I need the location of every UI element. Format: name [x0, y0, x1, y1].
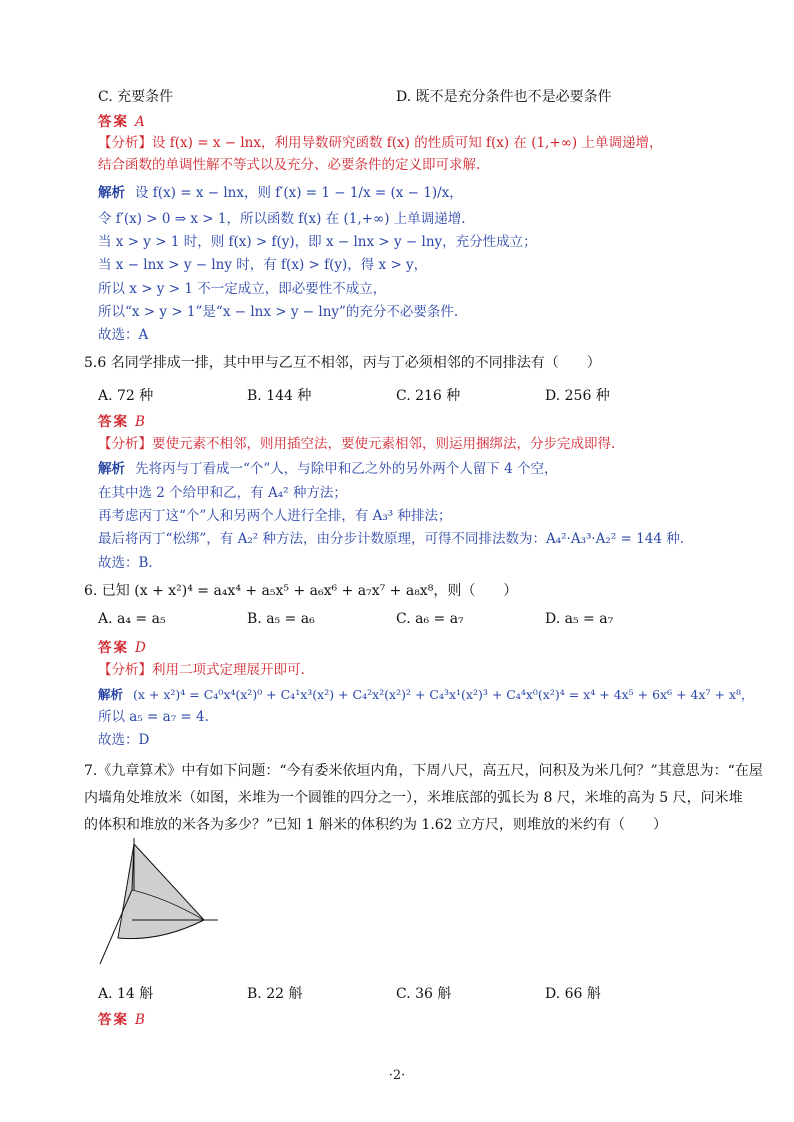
q6-answer: [98, 639, 146, 657]
q5-analysis: 【分析】要使元素不相邻，则用插空法，要使元素相邻，则运用捆绑法，分步完成即得.: [98, 436, 616, 452]
answer-value: D: [135, 640, 146, 656]
q5-solution-1: 解析 先将丙与丁看成一“个”人，与除甲和乙之外的另外两个人留下 4 个空，: [98, 461, 558, 477]
answer-value: A: [135, 114, 145, 130]
q5-stem: 5.6 名同学排成一排，其中甲与乙互不相邻，丙与丁必须相邻的不同排法有（ ）: [84, 355, 601, 371]
q7-option-c: C. 36 斛: [396, 986, 452, 1002]
q7-stem-3: 的体积和堆放的米各为多少？”已知 1 斛米的体积约为 1.62 立方尺，则堆放的米约有（ ）: [84, 817, 668, 833]
q4-solution-4: 当 x − lnx > y − lny 时，有 f(x) > f(y)，得 x > y，: [98, 257, 428, 273]
q6-stem: 6. 已知 (x + x²)⁴ = a₄x⁴ + a₅x⁵ + a₆x⁶ + a₇x⁷ + a₈x⁸，则（ ）: [84, 583, 518, 599]
q6-analysis: 【分析】利用二项式定理展开即可.: [98, 662, 305, 678]
answer-label: 答案: [98, 640, 129, 656]
q4-solution-2: 令 f′(x) > 0 ⇒ x > 1，所以函数 f(x) 在 (1,+∞) 上单调递增.: [98, 211, 466, 227]
page-number: ·2·: [388, 1068, 406, 1083]
q4-solution-7: 故选：A: [98, 327, 149, 343]
answer-value: B: [135, 414, 145, 430]
q6-option-c: C. a₆ = a₇: [396, 611, 464, 627]
q7-stem-1: 7.《九章算术》中有如下问题：“今有委米依垣内角，下周八尺，高五尺，问积及为米几何？”其意思为：“在屋: [84, 763, 763, 779]
q7-option-d: D. 66 斛: [545, 986, 601, 1002]
q6-option-b: B. a₅ = a₆: [247, 611, 315, 627]
q4-solution-6: 所以“x > y > 1”是“x − lnx > y − lny”的充分不必要条件.: [98, 304, 459, 320]
solution-label: 解析: [98, 461, 125, 477]
solution-label: 解析: [98, 687, 124, 702]
q6-solution-1: 解析 (x + x²)⁴ = C₄⁰x⁴(x²)⁰ + C₄¹x³(x²) + C₄²x²(x²)² + C₄³x¹(x²)³ + C₄⁴x⁰(x²)⁴ = x⁴ + 4x⁵ + 6x⁶ + 4x⁷ + x⁸，: [98, 687, 754, 702]
q4-solution-1: 解析 设 f(x) = x − lnx，则 f′(x) = 1 − 1/x = (x − 1)/x，: [98, 185, 463, 201]
q7-option-a: A. 14 斛: [98, 986, 154, 1002]
answer-label: 答案: [98, 114, 129, 130]
q4-answer: [98, 113, 145, 131]
q5-solution-4: 最后将丙丁“松绑”，有 A₂² 种方法，由分步计数原理，可得不同排法数为：A₄²·A₃³·A₂² = 144 种.: [98, 531, 685, 547]
solution-label: 解析: [98, 185, 125, 201]
q4-option-d: D. 既不是充分条件也不是必要条件: [396, 89, 612, 105]
answer-label: 答案: [98, 414, 129, 430]
q5-option-c: C. 216 种: [396, 388, 461, 404]
q6-option-a: A. a₄ = a₅: [98, 611, 166, 627]
q4-analysis-2: 结合函数的单调性解不等式以及充分、必要条件的定义即可求解.: [98, 157, 481, 173]
q4-analysis-1: 【分析】设 f(x) = x − lnx，利用导数研究函数 f(x) 的性质可知 f(x) 在 (1,+∞) 上单调递增，: [98, 135, 663, 151]
q5-option-a: A. 72 种: [98, 388, 154, 404]
q5-solution-2: 在其中选 2 个给甲和乙，有 A₄² 种方法；: [98, 485, 347, 501]
q5-solution-5: 故选：B.: [98, 555, 153, 571]
q7-answer: [98, 1011, 145, 1029]
q5-option-d: D. 256 种: [545, 388, 610, 404]
q5-solution-3: 再考虑丙丁这“个”人和另两个人进行全排，有 A₃³ 种排法；: [98, 508, 452, 524]
q4-solution-5: 所以 x > y > 1 不一定成立，即必要性不成立，: [98, 281, 387, 297]
q5-option-b: B. 144 种: [247, 388, 312, 404]
q7-stem-2: 内墙角处堆放米（如图，米堆为一个圆锥的四分之一），米堆底部的弧长为 8 尺，米堆的高为 5 尺，问米堆: [84, 790, 743, 806]
q7-option-b: B. 22 斛: [247, 986, 303, 1002]
q6-option-d: D. a₅ = a₇: [545, 611, 614, 627]
q4-option-c: C. 充要条件: [98, 89, 174, 105]
q4-solution-3: 当 x > y > 1 时，则 f(x) > f(y)，即 x − lnx > y − lny，充分性成立；: [98, 234, 537, 250]
rice-pile-figure: [96, 838, 220, 966]
q6-solution-2: 所以 a₅ = a₇ = 4.: [98, 709, 209, 725]
q5-answer: [98, 413, 145, 431]
answer-label: 答案: [98, 1012, 129, 1028]
answer-value: B: [135, 1012, 145, 1028]
q6-solution-3: 故选：D: [98, 732, 150, 748]
